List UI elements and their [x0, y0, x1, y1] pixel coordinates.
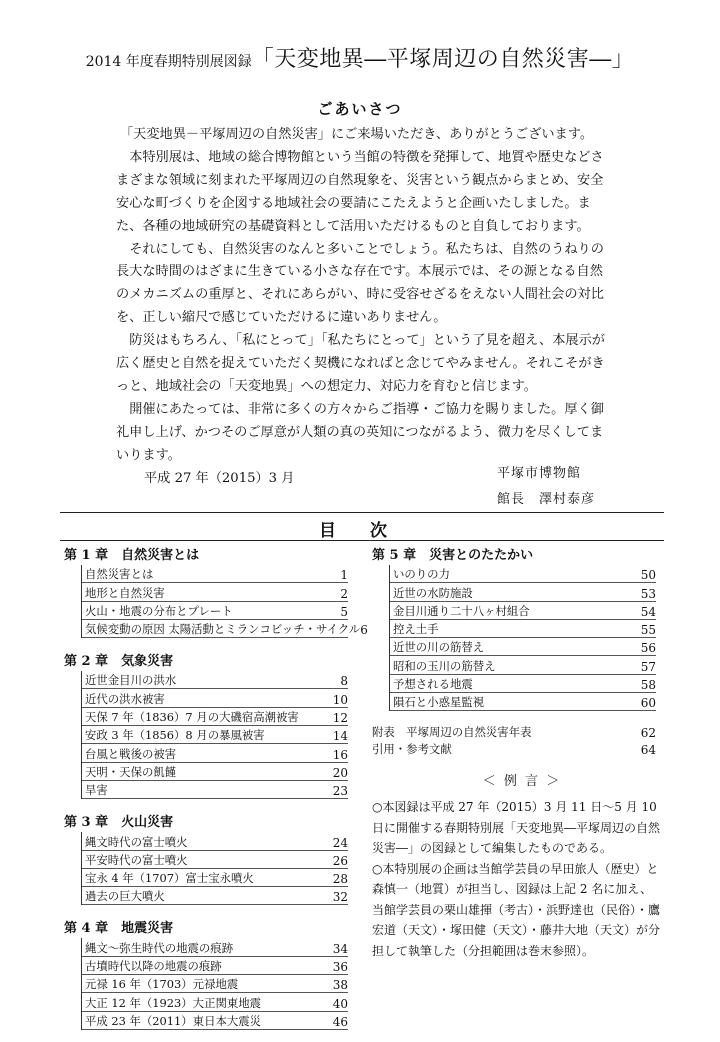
toc-entry-page: 46: [332, 1014, 348, 1029]
chapter-heading: 第 1 章 自然災害とは: [64, 548, 200, 563]
toc-chapter: [64, 544, 368, 638]
director-name: 館長 澤村泰彦: [497, 492, 596, 507]
greeting-body: [116, 124, 616, 491]
chapter-items: [81, 565, 368, 638]
greeting-paragraph: それにしても、自然災害のなんと多いことでしょう。私たちは、自然のうねりの長大な時間のはざまに生きている小さな存在です。本展示では、その源となる自然のメカニズムの重厚と、それにあらがい、時に受容せざるをえない人間社会の対比を、正しい縮尺で感じていただけるに違いありません。: [116, 241, 604, 326]
toc-entry-title: 旱害: [85, 783, 108, 798]
toc-entry-page: 24: [332, 835, 348, 850]
toc-entry-page: 58: [640, 678, 656, 693]
toc-entry-page: 16: [332, 747, 348, 762]
toc-title: 目 次: [319, 521, 401, 541]
greeting-title: ごあいさつ: [317, 100, 403, 118]
toc-entry: [82, 869, 348, 887]
toc-right-column: [372, 544, 656, 757]
chapter-heading: 第 3 章 火山災害: [64, 815, 174, 831]
toc-entry: [82, 708, 348, 726]
chapter-items: [81, 671, 348, 799]
notes-title: ＜ 例 言 ＞: [482, 774, 562, 789]
toc-entry-title: 控え土手: [393, 622, 439, 637]
toc-entry-title: 近世金目川の洪水: [85, 673, 177, 688]
toc-entry-title: 近代の洪水被害: [85, 691, 165, 706]
toc-entry: [82, 565, 348, 583]
chapter-heading: 第 5 章 災害とのたたかい: [372, 548, 534, 563]
toc-entry-title: 気候変動の原因 太陽活動とミランコビッチ・サイクル: [85, 622, 361, 637]
toc-entry: [390, 583, 656, 601]
toc-entry: [82, 832, 348, 850]
toc-entry-page: 2: [340, 586, 348, 601]
toc-left-column: [64, 544, 368, 1042]
toc-entry-title: 金目川通り二十八ヶ村組合: [393, 603, 530, 618]
toc-entry-page: 57: [640, 659, 656, 674]
greeting-paragraph: 防災はもちろん、「私にとって」「私たちにとって」という了見を超え、本展示が広く歴史と自然を捉えていただく契機になればと念じてやみません。それこそがきっと、地域社会の「天変地異」への想定力、対応力を育むと信じます。: [116, 333, 605, 394]
toc-entry-title: 天明・天保の飢饉: [85, 764, 177, 779]
toc-entry: [390, 675, 656, 693]
toc-entry: [82, 671, 348, 689]
toc-entry: [82, 744, 348, 762]
greeting-date: 平成 27 年（2015）3 月: [144, 470, 295, 486]
toc-entry: [82, 602, 348, 620]
chapter-items: [81, 938, 348, 1029]
toc-entry-title: 台風と戦後の被害: [85, 746, 177, 761]
toc-entry-page: 40: [332, 996, 348, 1011]
toc-entry-page: 32: [332, 890, 348, 905]
toc-top-divider: [60, 512, 664, 513]
toc-entry-page: 60: [640, 696, 656, 711]
toc-appendix: [372, 723, 656, 757]
toc-entry-page: 50: [640, 568, 656, 583]
chapter-items: [389, 565, 656, 711]
toc-entry-title: 予想される地震: [393, 677, 473, 692]
appendix-entry: [372, 723, 656, 740]
toc-entry-title: いのりの力: [393, 567, 450, 582]
toc-entry-page: 10: [332, 692, 348, 707]
chapter-heading: 第 2 章 気象災害: [64, 654, 174, 670]
toc-entry-page: 12: [332, 711, 348, 726]
toc-bottom-divider: [60, 540, 664, 541]
toc-entry: [82, 975, 348, 993]
toc-entry-title: 安政 3 年（1856）8 月の暴風被害: [85, 728, 265, 743]
toc-entry: [82, 957, 348, 975]
appendix-title: 附表 平塚周辺の自然災害年表: [372, 725, 532, 740]
toc-entry-page: 20: [332, 765, 348, 780]
toc-entry-page: 8: [340, 674, 348, 689]
toc-entry-title: 近世の川の筋替え: [393, 640, 485, 655]
toc-entry: [390, 602, 656, 620]
toc-entry-page: 26: [332, 853, 348, 868]
toc-entry-page: 55: [640, 623, 656, 638]
toc-entry-page: 1: [340, 568, 348, 583]
toc-entry: [390, 656, 656, 674]
toc-entry-title: 平安時代の富士噴火: [85, 852, 188, 867]
toc-entry: [82, 851, 348, 869]
toc-entry-title: 自然災害とは: [85, 567, 154, 582]
toc-entry: [390, 620, 656, 638]
toc-entry-title: 過去の巨大噴火: [85, 889, 165, 904]
toc-entry-title: 火山・地震の分布とプレート: [85, 603, 233, 618]
appendix-entry: [372, 740, 656, 757]
toc-entry: [82, 763, 348, 781]
toc-entry: [82, 620, 368, 638]
museum-name: 平塚市博物館: [497, 466, 582, 481]
toc-entry: [82, 887, 348, 905]
toc-entry: [390, 565, 656, 583]
toc-entry: [82, 726, 348, 744]
toc-entry-page: 34: [332, 941, 348, 956]
toc-entry: [82, 993, 348, 1011]
note-item: ○本特別展の企画は当館学芸員の早田旅人（歴史）と森慎一（地質）が担当し、図録は上記 2 名に加え、当館学芸員の栗山雄揮（考古）・浜野達也（民俗）・鷹宏道（天文）・塚田健（天文）・藤井大地（天文）が分担して執筆した（分担範囲は巻末参照）。: [372, 861, 661, 958]
appendix-title: 引用・参考文献: [372, 742, 452, 757]
greeting-paragraph: 開催にあたっては、非常に多くの方々からご指導・ご協力を賜りました。厚く御礼申し上げ、かつそのご厚意が人類の真の英知につながるよう、微力を尽くしてまいります。: [116, 401, 604, 463]
toc-entry: [390, 638, 656, 656]
toc-entry-title: 地形と自然災害: [85, 585, 165, 600]
toc-entry-page: 23: [332, 784, 348, 799]
toc-entry-page: 53: [640, 586, 656, 601]
toc-entry-title: 隕石と小惑星監視: [393, 695, 485, 710]
toc-entry: [82, 583, 348, 601]
chapter-items: [81, 832, 348, 905]
toc-entry-title: 近世の水防施設: [393, 585, 473, 600]
toc-entry-title: 縄文時代の富士噴火: [85, 834, 188, 849]
greeting-paragraph: 本特別展は、地域の総合博物館という当館の特徴を発揮して、地質や歴史などさまざまな領域に刻まれた平塚周辺の自然現象を、災害という観点からまとめ、安全安心な町づくりを企図する地域社会の要請にこたえようと企画いたしました。また、各種の地域研究の基礎資料として活用いただけるものと自負しております。: [116, 149, 604, 234]
note-item: ○本図録は平成 27 年（2015）3 月 11 日～5 月 10 日に開催する春期特別展「天変地異―平塚周辺の自然災害―」の図録として編集したものである。: [372, 800, 661, 855]
toc-entry-title: 大正 12 年（1923）大正関東地震: [85, 995, 262, 1010]
toc-entry-page: 54: [640, 604, 656, 619]
toc-entry-title: 縄文～弥生時代の地震の痕跡: [85, 940, 234, 955]
toc-chapter: [64, 650, 348, 799]
toc-entry: [390, 693, 656, 711]
toc-entry-page: 36: [332, 960, 348, 975]
toc-entry-page: 38: [332, 978, 348, 993]
appendix-page: 64: [640, 743, 656, 758]
exhibition-title: 「天変地異―平塚周辺の自然災害―」: [251, 47, 635, 72]
toc-chapter: [64, 917, 348, 1029]
greeting-paragraph: 「天変地異－平塚周辺の自然災害」にご来場いただき、ありがとうございます。: [119, 127, 594, 142]
toc-entry-title: 天保 7 年（1836）7 月の大磯宿高潮被害: [85, 710, 299, 725]
toc-entry-title: 宝永 4 年（1707）富士宝永噴火: [85, 871, 254, 886]
chapter-heading: 第 4 章 地震災害: [64, 921, 174, 937]
toc-entry-page: 5: [340, 604, 348, 619]
toc-entry: [82, 781, 348, 799]
toc-chapter: [372, 544, 656, 711]
toc-entry: [82, 938, 348, 956]
catalog-year-label: 2014 年度春期特別展図録: [85, 54, 252, 70]
appendix-page: 62: [640, 726, 656, 741]
toc-chapter: [64, 811, 348, 905]
toc-entry-page: 56: [640, 641, 656, 656]
toc-entry-page: 6: [360, 623, 368, 638]
toc-entry: [82, 1012, 348, 1030]
catalog-header: [0, 42, 720, 73]
toc-entry-title: 古墳時代以降の地震の痕跡: [85, 959, 222, 974]
toc-entry: [82, 689, 348, 707]
toc-entry-title: 元禄 16 年（1703）元禄地震: [85, 977, 239, 992]
toc-entry-page: 14: [332, 729, 348, 744]
notes-body: [372, 797, 660, 961]
toc-entry-title: 昭和の玉川の筋替え: [393, 658, 496, 673]
toc-entry-page: 28: [332, 872, 348, 887]
toc-entry-title: 平成 23 年（2011）東日本大震災: [85, 1013, 262, 1028]
